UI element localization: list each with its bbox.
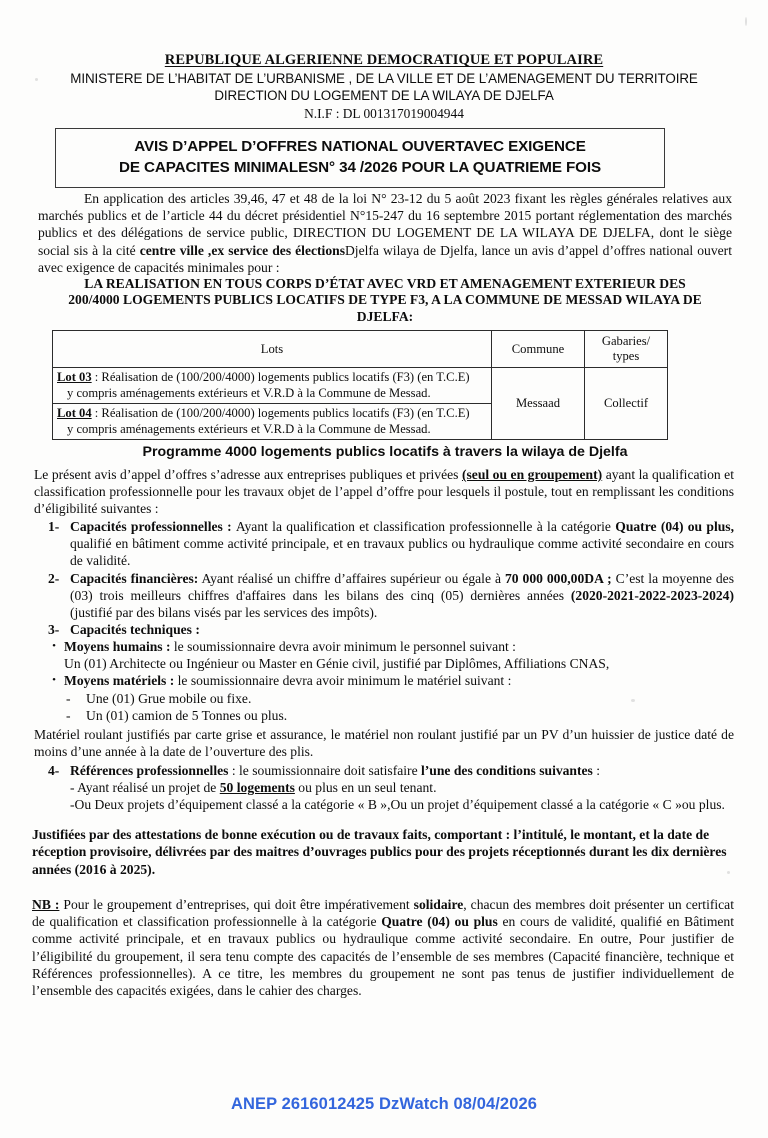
lot-desc-04-line2: y compris aménagements extérieurs et V.R.D à la Commune de Messad. (67, 421, 431, 436)
condition-body-1b: Quatre (04) ou plus, (615, 519, 734, 534)
references-bold: l’une des conditions suivantes (421, 763, 593, 778)
lot-number-03: Lot 03 (57, 370, 92, 384)
references-block (44, 762, 734, 814)
condition-body-1a: Ayant la qualification et classification professionnelle à la catégorie (235, 519, 616, 534)
object-heading-line1: LA REALISATION EN TOUS CORPS D’ÉTAT AVEC VRD ET AMENAGEMENT EXTERIEUR DES (84, 276, 686, 291)
condition-sep-1: : (222, 519, 236, 534)
table-cell-commune: Messaad (492, 368, 585, 440)
table-header-row (53, 331, 668, 368)
means-human-label: Moyens humains : (64, 639, 171, 654)
condition-label-3: Capacités techniques : (70, 622, 200, 638)
condition-years: (2020-2021-2022-2023-2024) (570, 587, 734, 603)
conditions-list (44, 518, 734, 638)
condition-item-2 (44, 570, 734, 622)
lot-desc-03-line1: : Réalisation de (100/200/4000) logements publics locatifs (F3) (en T.C.E) (91, 370, 470, 384)
bullet-icon: • (52, 674, 56, 687)
bullet-spacer (44, 655, 64, 672)
condition-marker-1: 1- (48, 519, 60, 534)
condition-text-2 (70, 570, 734, 622)
condition-item-3 (44, 621, 734, 638)
means-material-sub-1-text: Une (01) Grue mobile ou fixe. (86, 690, 252, 706)
announcement-title-line1: AVIS D’APPEL D’OFFRES NATIONAL OUVERTAVEC EXIGENCE (134, 138, 586, 155)
condition-body-2e: (justifié par des bilans visés par les services des impôts). (70, 605, 378, 621)
bullet-icon: • (52, 640, 56, 652)
means-material-sub-2-text: Un (01) camion de 5 Tonnes ou plus. (86, 707, 288, 723)
table-header-gabarits: Gabaries/ types (585, 331, 668, 368)
object-heading-line2: 200/4000 LOGEMENTS PUBLICS LOCATIFS DE TYPE F3, A LA COMMUNE DE MESSAD WILAYA DE (68, 292, 702, 308)
object-heading (48, 276, 722, 325)
nb-bold-solidaire: solidaire (413, 897, 464, 912)
justification-paragraph: Justifiées par des attestations de bonne exécution ou de travaux faits, comportant : l’intitulé, le montant, et la date de réception provisoire, délivrées par des maitres d’ouvrages publics pour des projets réceptionnés durant les dix dernières années (2016 à 2025). (32, 827, 727, 877)
dash-icon: - (66, 707, 71, 723)
condition-label-1: Capacités professionnelles (70, 519, 223, 534)
references-heading-text (70, 762, 734, 779)
nb-segment-1: Pour le groupement d’entreprises, qui doit être impérativement (59, 897, 414, 912)
material-justification-note: Matériel roulant justifiés par carte grise et assurance, le matériel non roulant justifié par un PV d’un huissier de justice daté de moins d’une année à la date de l’ouverture des plis. (34, 727, 734, 760)
header-republic: REPUBLIQUE ALGERIENNE DEMOCRATIQUE ET POPULAIRE (164, 52, 604, 68)
nb-segment-3: en cours de validité, qualifié en Bâtiment comme activité principale, et en travaux publics ou hydraulique comme activité secondaire. En outre, Pour justifier de l’éligibilité du groupement, il sera tenu compte des capacités de l’ensemble de ses membres (Capacité financière, technique et Références professionnelles). A ce titre, les membres du groupement ne sont pas tenus de justifier individuellement de l’ensemble des capacités exigées, dans le cahier des charges. (32, 914, 735, 999)
table-row (53, 368, 668, 404)
references-sub-2: -Ou Deux projets d’équipement classé a la catégorie « B »,Ou un projet d’équipement classé a la catégorie « C »ou plus. (70, 797, 725, 813)
nb-bold-category: Quatre (04) ou plus (381, 914, 498, 930)
references-heading-row (44, 762, 734, 779)
announcement-title-box (55, 128, 665, 188)
means-item-human (44, 638, 734, 655)
references-marker: 4- (48, 763, 60, 778)
means-human-detail-row (44, 655, 734, 672)
intro-paragraph (38, 190, 732, 276)
references-label: Références professionnelles (70, 763, 229, 778)
references-housing-count: 50 logements (219, 780, 295, 796)
condition-amount: 70 000 000,00DA ; (504, 570, 612, 586)
nb-label: NB : (32, 897, 60, 912)
addressee-paragraph (34, 466, 734, 518)
means-item-material (44, 672, 734, 689)
condition-text-3 (70, 621, 734, 638)
intro-segment-1: En application des articles 39,46, 47 et 48 de la loi N° 23-12 du 5 août 2023 fixant les règles générales relatives aux marchés publics et de l’article 44 du décret présidentiel N°15-247 du 16 septembre 2015 portant réglementation des marchés publics et des délégations de service public, DIRECTION DU LOGEMENT DE LA WILAYA DE DJELFA, dont le siège social sis à la cité (38, 191, 732, 258)
document-header (28, 52, 740, 122)
condition-body-2c: C’est la moyenne des (03) trois meilleurs chiffres d'affaires dans les bilans des cinq (05) dernières années (70, 570, 734, 603)
means-material-desc: le soumissionnaire devra avoir minimum le matériel suivant : (174, 673, 512, 689)
references-tail: : (592, 763, 601, 778)
table-header-commune: Commune (492, 331, 585, 368)
condition-marker-3: 3- (48, 622, 60, 638)
condition-body-2a: Ayant réalisé un chiffre d’affaires supérieur ou égale à (201, 570, 505, 586)
table-cell-gabarit: Collectif (585, 368, 668, 440)
scan-speck (745, 17, 747, 26)
means-list (44, 638, 734, 724)
references-sub-1b: ou plus en un seul tenant. (294, 780, 437, 796)
programme-heading: Programme 4000 logements publics locatifs à travers la wilaya de Djelfa (142, 444, 628, 460)
means-material-sub-2 (44, 707, 734, 724)
means-material-sub-1 (44, 690, 734, 707)
lots-table (52, 330, 668, 440)
means-material-label: Moyens matériels : (64, 673, 175, 689)
condition-item-1 (44, 518, 734, 570)
means-material-text (64, 672, 734, 689)
condition-label-2: Capacités financières: (70, 570, 199, 586)
means-human-desc: le soumissionnaire devra avoir minimum le personnel suivant : (170, 639, 516, 654)
condition-text-1 (70, 518, 734, 570)
references-mid: : le soumissionnaire doit satisfaire (228, 763, 421, 778)
object-heading-line3: DJELFA: (356, 308, 414, 324)
anep-footer: ANEP 2616012425 DzWatch 08/04/2026 (230, 1095, 538, 1113)
references-sub-1a: - Ayant réalisé un projet de (70, 780, 220, 796)
dash-icon: - (66, 690, 71, 706)
header-ministry: MINISTERE DE L’HABITAT DE L’URBANISME , DE LA VILLE ET DE L’AMENAGEMENT DU TERRITOIRE (70, 71, 698, 86)
nb-segment-2: , chacun des membres doit présenter un certificat de qualification et classification professionnelle à la catégorie (32, 897, 734, 930)
lot-desc-03-line2: y compris aménagements extérieurs et V.R.D à la Commune de Messad. (67, 385, 431, 400)
header-direction: DIRECTION DU LOGEMENT DE LA WILAYA DE DJELFA (214, 88, 554, 103)
table-cell-lot-03 (53, 368, 492, 404)
intro-bold-address: centre ville ,ex service des élections (139, 242, 345, 258)
table-cell-lot-04 (53, 404, 492, 440)
references-sub-1 (44, 779, 734, 796)
lot-number-04: Lot 04 (57, 406, 92, 420)
table-header-lots: Lots (53, 331, 492, 368)
intro-segment-2: Djelfa wilaya de Djelfa, lance un avis d’appel d’offres national ouvert avec exigence de capacités minimales pour : (38, 242, 732, 275)
means-human-detail: Un (01) Architecte ou Ingénieur ou Master en Génie civil, justifié par Diplômes, Affiliations CNAS, (64, 656, 610, 672)
header-nif: N.I.F : DL 001317019004944 (304, 106, 464, 121)
addressee-bold-underline: (seul ou en groupement) (461, 467, 603, 482)
announcement-title-line2: DE CAPACITES MINIMALESN° 34 /2026 POUR LA QUATRIEME FOIS (118, 159, 602, 176)
lot-desc-04-line1: : Réalisation de (100/200/4000) logements publics locatifs (F3) (en T.C.E) (91, 406, 470, 420)
condition-marker-2: 2- (48, 570, 60, 586)
addressee-segment-1: Le présent avis d’appel d’offres s’adresse aux entreprises publiques et privées (34, 467, 462, 482)
addressee-segment-2: ayant la qualification et classification professionnelle pour les travaux objet de l’appel d’offre pour lesquels il postule, tout en remplissant les conditions d’éligibilité suivantes : (34, 467, 734, 517)
nb-paragraph (32, 896, 734, 999)
means-human-text (64, 638, 734, 655)
condition-body-1c: qualifié en bâtiment comme activité principale, et en travaux publics ou hydraulique comme activité secondaire en cours de validité. (70, 536, 734, 569)
